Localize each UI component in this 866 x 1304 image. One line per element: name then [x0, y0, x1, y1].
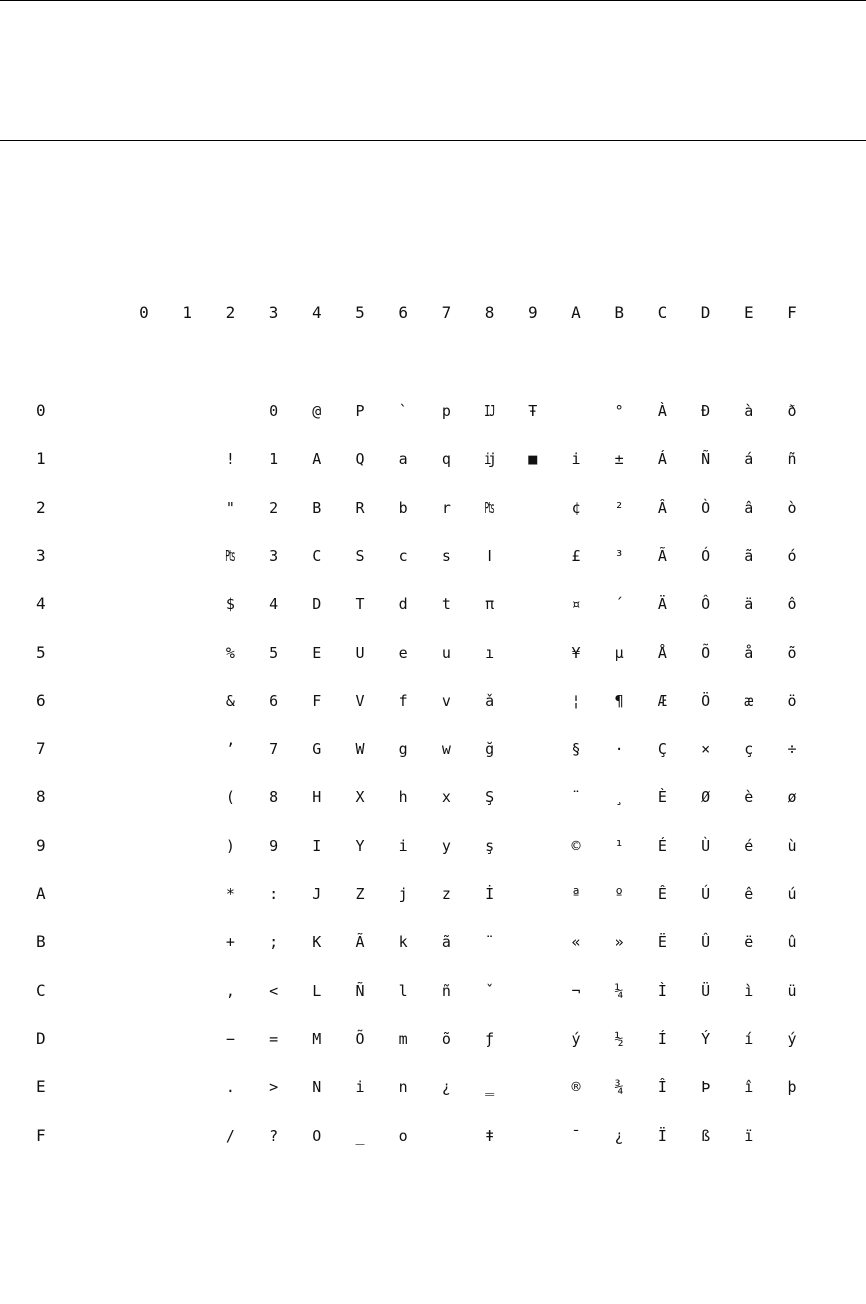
table-cell: G — [312, 740, 322, 759]
table-cell: b — [398, 498, 408, 517]
table-cell: ¨ — [571, 788, 581, 807]
table-cell: ¯ — [571, 1126, 581, 1145]
table-cell: 8 — [269, 788, 279, 807]
column-header: 6 — [398, 303, 408, 322]
table-cell: Û — [701, 933, 711, 952]
table-cell: 2 — [269, 498, 279, 517]
table-cell: : — [269, 885, 279, 903]
row-label: A — [36, 884, 46, 903]
table-cell: Ð — [701, 402, 711, 420]
table-cell: ` — [398, 402, 408, 420]
table-cell: M — [312, 1029, 322, 1048]
table-cell: q — [441, 450, 451, 469]
column-header: F — [787, 303, 797, 322]
table-cell: ? — [269, 1126, 279, 1145]
table-cell: Á — [657, 450, 667, 469]
table-cell: ı — [485, 643, 495, 662]
row-label: B — [36, 932, 46, 952]
table-cell: õ — [787, 643, 797, 662]
table-cell: Ù — [701, 836, 711, 855]
table-cell: $ — [225, 595, 235, 614]
table-cell: ş — [485, 836, 495, 855]
table-cell: À — [657, 402, 667, 420]
table-cell: Ô — [701, 595, 711, 614]
column-header: E — [743, 303, 754, 322]
table-cell: ƒ — [485, 1029, 495, 1048]
table-cell: U — [355, 643, 365, 662]
table-cell: A — [312, 450, 322, 469]
table-cell: ÷ — [787, 740, 797, 759]
table-cell: £ — [571, 546, 581, 565]
table-cell: N — [312, 1078, 322, 1097]
table-cell: ä — [744, 595, 754, 614]
table-cell: P — [355, 402, 365, 420]
table-cell: ; — [269, 933, 279, 952]
table-cell: İ — [485, 885, 495, 903]
table-cell: F — [312, 691, 322, 710]
table-cell: ß — [701, 1126, 711, 1145]
table-cell: Ï — [657, 1126, 667, 1145]
table-cell: i — [355, 1078, 365, 1097]
table-cell: ¨ — [485, 933, 495, 952]
table-cell: d — [398, 595, 408, 614]
row-label: 9 — [36, 835, 46, 855]
table-cell: ö — [787, 691, 797, 710]
table-cell: 6 — [269, 691, 279, 710]
row-label: 1 — [36, 449, 46, 469]
table-cell: à — [744, 402, 754, 420]
table-cell: x — [441, 788, 451, 807]
table-cell: ü — [787, 981, 797, 1000]
table-cell: ğ — [485, 740, 495, 759]
table-cell: ô — [787, 595, 797, 614]
table-cell: ¸ — [614, 788, 624, 807]
table-cell: ‗ — [485, 1078, 495, 1097]
table-cell: ã — [744, 546, 754, 565]
table-cell: õ — [441, 1029, 451, 1048]
table-cell: e — [398, 643, 408, 662]
table-cell: û — [787, 933, 797, 952]
table-cell: ² — [614, 498, 624, 517]
table-cell: È — [657, 788, 667, 807]
table-cell: ³ — [614, 546, 624, 565]
table-cell: æ — [744, 691, 754, 710]
table-cell: Ö — [701, 691, 711, 710]
table-cell: Ú — [701, 885, 711, 903]
table-cell: u — [441, 643, 451, 662]
table-cell: ǎ — [485, 691, 495, 710]
table-cell: Ý — [701, 1029, 711, 1048]
table-cell: Å — [657, 643, 667, 662]
table-cell: g — [398, 740, 408, 759]
table-cell: Ë — [657, 933, 667, 952]
table-cell: j — [398, 885, 408, 903]
table-cell: 0 — [269, 402, 279, 420]
table-cell: f — [398, 691, 408, 710]
table-cell: a — [398, 450, 408, 469]
table-cell: B — [312, 498, 322, 517]
table-cell: Þ — [701, 1078, 711, 1097]
row-label: C — [36, 980, 46, 1000]
table-cell: º — [614, 885, 624, 903]
row-label: 2 — [36, 497, 46, 517]
table-cell: ĳ — [485, 450, 495, 469]
table-cell: ₧ — [225, 546, 235, 565]
table-cell: è — [744, 788, 754, 807]
table-cell: § — [571, 740, 581, 759]
header-rule — [0, 140, 866, 141]
table-cell: & — [225, 691, 235, 710]
table-cell: ± — [614, 450, 624, 469]
table-cell: Â — [657, 498, 667, 517]
table-cell: − — [225, 1029, 235, 1048]
table-cell: å — [744, 643, 754, 662]
column-header: 8 — [484, 303, 495, 322]
table-cell: . — [225, 1078, 235, 1097]
table-cell: ú — [787, 885, 797, 903]
table-cell: Ş — [485, 788, 495, 807]
table-cell: Z — [355, 885, 365, 903]
table-cell: y — [441, 836, 451, 855]
table-cell: i — [398, 836, 408, 855]
table-cell: ¼ — [614, 981, 624, 1000]
table-cell: 7 — [269, 740, 279, 759]
table-cell: ç — [744, 740, 754, 759]
table-cell: , — [225, 981, 235, 1000]
table-cell: L — [312, 981, 322, 1000]
table-cell: ₧ — [485, 498, 495, 517]
table-cell: h — [398, 788, 408, 807]
table-cell: Q — [355, 450, 365, 469]
table-cell: ¦ — [571, 691, 581, 710]
table-cell: ó — [787, 546, 797, 565]
table-cell: 9 — [269, 836, 279, 855]
table-cell: n — [398, 1078, 408, 1097]
row-label: E — [36, 1077, 46, 1097]
table-cell: l — [398, 981, 408, 1000]
table-cell: ® — [571, 1078, 581, 1097]
table-cell: Ì — [657, 981, 667, 1000]
column-header: 0 — [139, 303, 149, 322]
column-header: 5 — [355, 303, 365, 322]
table-cell: © — [571, 836, 581, 855]
row-label: F — [36, 1125, 46, 1145]
top-rule — [0, 0, 866, 1]
table-cell: π — [485, 595, 495, 614]
table-cell: w — [441, 740, 451, 759]
table-cell: ñ — [787, 450, 797, 469]
column-header: C — [657, 303, 668, 322]
table-cell: Ñ — [701, 450, 711, 469]
table-cell: i — [571, 450, 581, 469]
table-cell: â — [744, 498, 754, 517]
table-cell: î — [744, 1078, 754, 1097]
table-cell: 5 — [269, 643, 279, 662]
table-cell: o — [398, 1126, 408, 1145]
table-cell: 3 — [269, 546, 279, 565]
table-cell: k — [398, 933, 408, 952]
table-cell: ǂ — [485, 1126, 495, 1145]
table-cell: ù — [787, 836, 797, 855]
table-cell: ¤ — [571, 595, 581, 614]
table-cell: * — [225, 885, 235, 903]
table-cell: ǀ — [485, 546, 495, 565]
row-label: 6 — [36, 690, 46, 710]
table-cell: t — [441, 595, 451, 614]
table-cell: 4 — [269, 595, 279, 614]
table-cell: × — [701, 740, 711, 759]
table-cell: ¬ — [571, 981, 581, 1000]
row-label: D — [36, 1028, 46, 1048]
table-cell: Y — [355, 836, 365, 855]
table-cell: ’ — [225, 740, 235, 759]
table-cell: X — [355, 788, 365, 807]
table-cell: J — [312, 885, 322, 903]
table-cell: É — [657, 836, 667, 855]
table-cell: R — [355, 498, 365, 517]
table-cell: > — [269, 1078, 279, 1097]
table-cell: / — [225, 1126, 235, 1145]
table-cell: ñ — [441, 981, 451, 1000]
table-cell: T — [355, 595, 365, 614]
table-cell: ª — [571, 885, 581, 903]
table-cell: Ê — [657, 885, 667, 903]
column-header: 1 — [182, 303, 192, 322]
table-cell: Ó — [701, 546, 711, 565]
table-cell: v — [441, 691, 451, 710]
column-header: 4 — [311, 303, 322, 322]
table-cell: " — [225, 498, 235, 517]
table-cell: Ò — [701, 498, 711, 517]
row-label: 0 — [36, 401, 46, 420]
row-label: 5 — [36, 642, 46, 662]
table-cell: µ — [614, 643, 624, 662]
table-cell: ¹ — [614, 836, 624, 855]
table-cell: ã — [441, 933, 451, 952]
row-label: 4 — [36, 594, 46, 614]
row-label: 8 — [36, 787, 46, 807]
table-cell: Ø — [701, 788, 711, 807]
table-cell: C — [312, 546, 322, 565]
table-cell: Í — [657, 1029, 667, 1048]
table-cell: O — [312, 1126, 322, 1145]
column-header: A — [571, 303, 581, 322]
table-cell: · — [614, 740, 624, 759]
table-cell: H — [312, 788, 322, 807]
row-label: 3 — [36, 545, 46, 565]
table-cell: ! — [225, 450, 235, 469]
table-cell: ° — [614, 402, 624, 420]
table-cell: ý — [571, 1029, 581, 1048]
table-cell: 1 — [269, 450, 279, 469]
table-cell: ¢ — [571, 498, 581, 517]
column-header: 9 — [527, 303, 538, 322]
table-cell: ï — [744, 1126, 754, 1145]
table-cell: Ŧ — [528, 402, 538, 420]
table-cell: c — [398, 546, 408, 565]
table-cell: Æ — [657, 691, 667, 710]
table-cell: é — [744, 836, 754, 855]
table-cell: ˇ — [485, 981, 495, 1000]
table-cell: Õ — [701, 643, 711, 662]
column-header: 7 — [441, 303, 452, 322]
table-cell: ø — [787, 788, 797, 807]
table-cell: Ĳ — [485, 402, 495, 420]
table-cell: Ä — [657, 595, 667, 614]
table-cell: V — [355, 691, 365, 710]
table-cell: þ — [787, 1078, 797, 1097]
table-cell: _ — [355, 1126, 365, 1145]
table-cell: « — [571, 933, 581, 952]
table-cell: ë — [744, 933, 754, 952]
table-cell: % — [225, 643, 235, 662]
table-cell: z — [441, 885, 451, 903]
table-cell: W — [355, 740, 365, 759]
table-cell: ■ — [528, 450, 538, 469]
table-cell: p — [441, 402, 451, 420]
column-header: D — [700, 303, 711, 322]
table-cell: á — [744, 450, 754, 469]
column-header: 2 — [225, 303, 236, 322]
table-cell: ¾ — [614, 1078, 624, 1097]
table-cell: m — [398, 1029, 408, 1048]
table-cell: ¿ — [441, 1078, 451, 1097]
table-cell: @ — [312, 402, 322, 420]
column-header: 3 — [268, 303, 279, 322]
table-cell: ¿ — [614, 1126, 624, 1145]
table-cell: I — [312, 836, 322, 855]
table-cell: ò — [787, 498, 797, 517]
table-cell: ý — [787, 1029, 797, 1048]
row-label: 7 — [36, 739, 46, 759]
table-cell: Õ — [355, 1029, 365, 1048]
table-cell: ì — [744, 981, 754, 1000]
table-cell: ð — [787, 402, 797, 420]
table-cell: K — [312, 933, 322, 952]
table-cell: ¶ — [614, 691, 624, 710]
table-cell: ( — [225, 788, 235, 807]
table-cell: Ñ — [355, 981, 365, 1000]
table-cell: Ç — [657, 740, 667, 759]
table-cell: » — [614, 933, 624, 952]
table-cell: S — [355, 546, 365, 565]
table-cell: ´ — [614, 595, 624, 614]
table-cell: í — [744, 1029, 754, 1048]
table-cell: r — [441, 498, 451, 517]
table-cell: ¥ — [571, 643, 581, 662]
table-cell: E — [312, 643, 322, 662]
table-cell: Î — [657, 1078, 667, 1097]
table-cell: ½ — [614, 1029, 624, 1048]
table-cell: D — [312, 595, 322, 614]
table-cell: < — [269, 981, 279, 1000]
table-cell: s — [441, 546, 451, 565]
table-cell: Ã — [657, 546, 667, 565]
table-cell: Ã — [355, 933, 365, 952]
table-cell: = — [269, 1029, 279, 1048]
table-cell: + — [225, 933, 235, 952]
table-cell: ê — [744, 885, 754, 903]
column-header: B — [614, 303, 624, 322]
table-cell: Ü — [701, 981, 711, 1000]
table-cell: ) — [225, 836, 235, 855]
